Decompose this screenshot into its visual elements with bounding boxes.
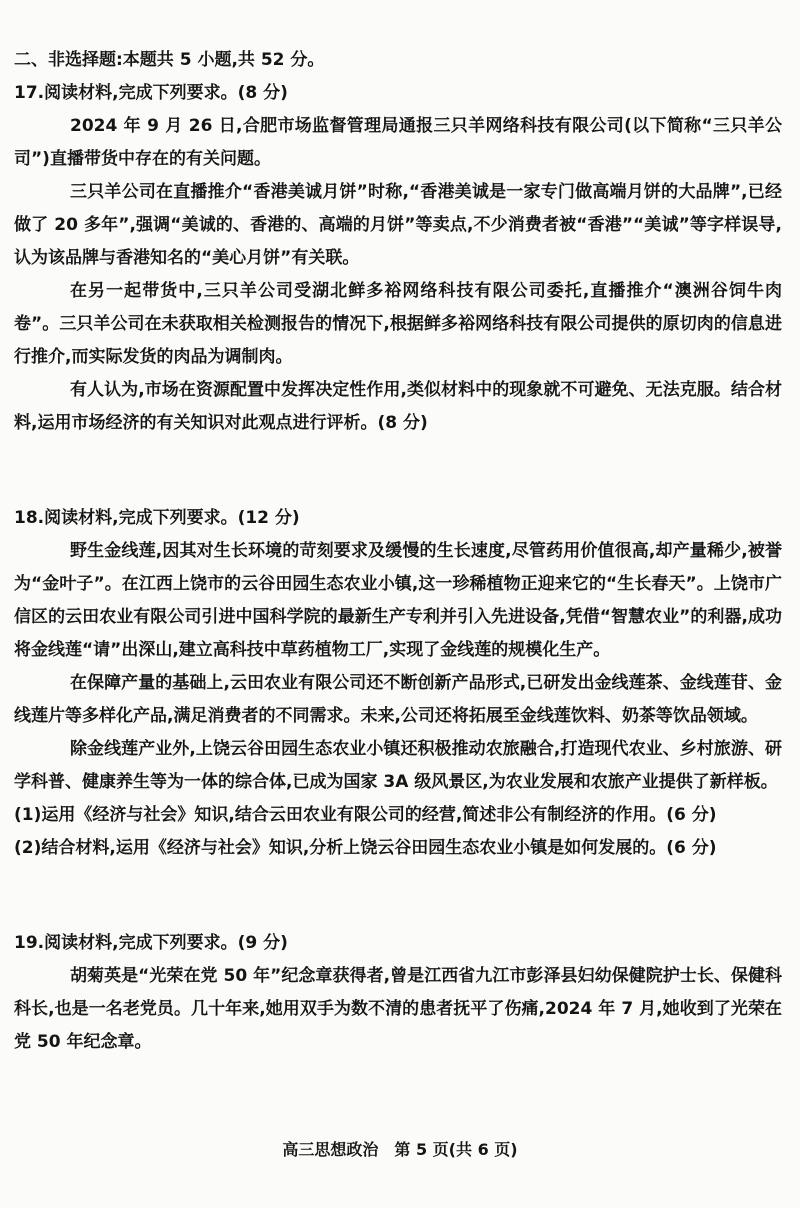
question-17-paragraph-2: 三只羊公司在直播推介“香港美诚月饼”时称,“香港美诚是一家专门做高端月饼的大品牌”,已经做了 20 多年”,强调“美诚的、香港的、高端的月饼”等卖点,不少消费者被“香港”“美诚”等字样误导,认为该品牌与香港知名的“美心月饼”有关联。 xyxy=(14,182,782,268)
question-18 xyxy=(14,502,782,865)
question-18-paragraph-2: 在保障产量的基础上,云田农业有限公司还不断创新产品形式,已研发出金线莲茶、金线莲苷、金线莲片等多样化产品,满足消费者的不同需求。未来,公司还将拓展至金线莲饮料、奶茶等饮品领域。 xyxy=(14,673,782,726)
question-17-paragraph-3: 在另一起带货中,三只羊公司受湖北鲜多裕网络科技有限公司委托,直播推介“澳洲谷饲牛肉卷”。三只羊公司在未获取相关检测报告的情况下,根据鲜多裕网络科技有限公司提供的原切肉的信息进行推介,而实际发货的肉品为调制肉。 xyxy=(14,281,782,367)
page-footer: 高三思想政治 第 5 页(共 6 页) xyxy=(282,1140,518,1159)
question-19 xyxy=(14,927,782,1059)
question-17-stem: 17.阅读材料,完成下列要求。(8 分) xyxy=(14,83,288,103)
question-19-paragraph-1: 胡菊英是“光荣在党 50 年”纪念章获得者,曾是江西省九江市彭泽县妇幼保健院护士长、保健科科长,也是一名老党员。几十年来,她用双手为数不清的患者抚平了伤痛,2024 年 7 月,她收到了光荣在党 50 年纪念章。 xyxy=(14,966,782,1052)
question-18-subquestion-1: (1)运用《经济与社会》知识,结合云田农业有限公司的经营,简述非公有制经济的作用。(6 分) xyxy=(14,805,717,825)
question-18-paragraph-3: 除金线莲产业外,上饶云谷田园生态农业小镇还积极推动农旅融合,打造现代农业、乡村旅游、研学科普、健康养生等为一体的综合体,已成为国家 3A 级风景区,为农业发展和农旅产业提供了新样板。 xyxy=(14,739,782,792)
section-header: 二、非选择题:本题共 5 小题,共 52 分。 xyxy=(14,50,325,70)
question-17 xyxy=(14,77,782,440)
question-17-paragraph-4: 有人认为,市场在资源配置中发挥决定性作用,类似材料中的现象就不可避免、无法克服。结合材料,运用市场经济的有关知识对此观点进行评析。(8 分) xyxy=(14,380,782,433)
question-18-subquestion-2: (2)结合材料,运用《经济与社会》知识,分析上饶云谷田园生态农业小镇是如何发展的。(6 分) xyxy=(14,838,717,858)
question-18-stem: 18.阅读材料,完成下列要求。(12 分) xyxy=(14,508,300,528)
question-19-stem: 19.阅读材料,完成下列要求。(9 分) xyxy=(14,933,288,953)
question-18-paragraph-1: 野生金线莲,因其对生长环境的苛刻要求及缓慢的生长速度,尽管药用价值很高,却产量稀少,被誉为“金叶子”。在江西上饶市的云谷田园生态农业小镇,这一珍稀植物正迎来它的“生长春天”。上饶市广信区的云田农业有限公司引进中国科学院的最新生产专利并引入先进设备,凭借“智慧农业”的利器,成功将金线莲“请”出深山,建立高科技中草药植物工厂,实现了金线莲的规模化生产。 xyxy=(14,541,782,660)
question-17-paragraph-1: 2024 年 9 月 26 日,合肥市场监督管理局通报三只羊网络科技有限公司(以下简称“三只羊公司”)直播带货中存在的有关问题。 xyxy=(14,116,782,169)
